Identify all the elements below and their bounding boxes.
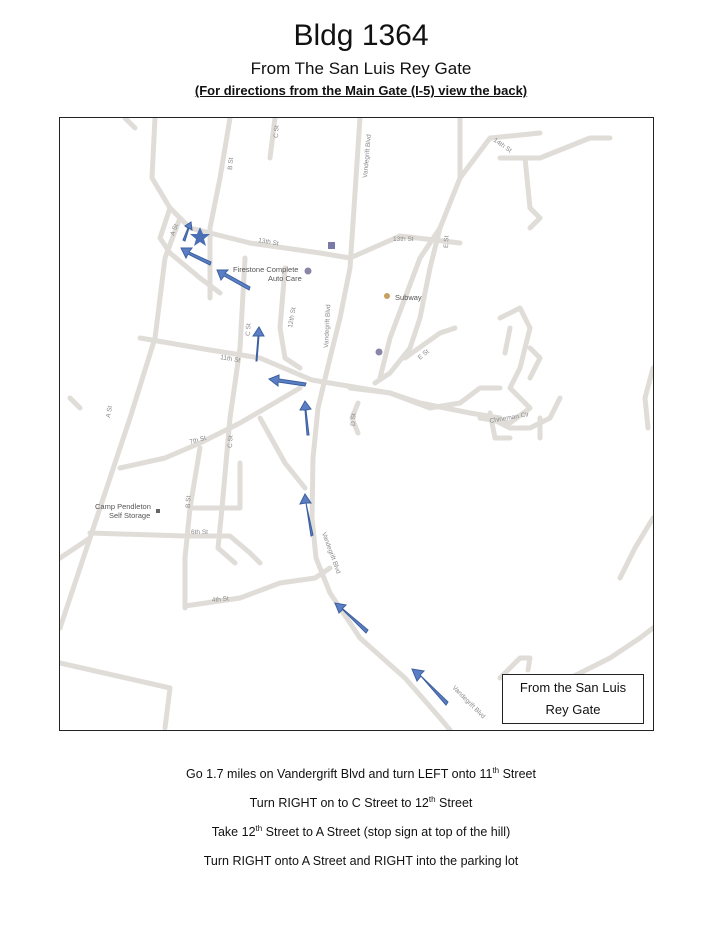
street-label: Vandegrift Blvd (320, 531, 342, 575)
poi-label: Auto Care (268, 274, 302, 283)
street-label: 11th St (219, 354, 241, 365)
direction-step: Turn RIGHT on to C Street to 12th Street (249, 795, 473, 811)
storage-icon (156, 509, 160, 513)
direction-step: Take 12th Street to A Street (stop sign at top of the hill) (211, 824, 511, 840)
auto-care-icon (305, 268, 312, 275)
building-icon (328, 242, 335, 249)
street-label: B St (185, 495, 193, 509)
direction-step: Turn RIGHT onto A Street and RIGHT into the parking lot (203, 854, 519, 869)
street-label: 13th St (393, 236, 414, 243)
street-label: Chineman Cir (489, 411, 530, 425)
street-label: C St (273, 125, 281, 139)
page-title: Bldg 1364 (293, 19, 429, 52)
street-label: E St (443, 235, 451, 249)
poi-label: Self Storage (109, 511, 151, 520)
street-label: E St (416, 348, 431, 362)
page-subtitle: From The San Luis Rey Gate (250, 59, 472, 78)
route-map[interactable] (59, 117, 654, 731)
poi-label: Camp Pendleton (95, 502, 151, 511)
street-label: B St (227, 157, 236, 171)
restaurant-icon (384, 293, 390, 299)
street-label: A St (169, 223, 180, 237)
building-icon (376, 349, 383, 356)
street-label: 7th St (188, 434, 207, 446)
street-label: C St (227, 435, 235, 449)
map-canvas (60, 118, 653, 730)
street-label: A St (105, 405, 115, 419)
street-label: 6th St (191, 529, 208, 536)
street-label: Vandegrift Blvd (362, 134, 373, 179)
directions-list (0, 762, 722, 878)
back-page-note: (For directions from the Main Gate (I-5) view the back) (194, 83, 528, 98)
poi-label: Subway (395, 293, 422, 302)
gate-label-line-1: From the San Luis (519, 680, 627, 695)
gate-label-line-2: Rey Gate (545, 702, 601, 717)
street-label: 4th St (211, 595, 230, 604)
street-label: Vandegrift Blvd (450, 684, 487, 721)
street-label: Vandegrift Blvd (323, 304, 333, 349)
street-label: 14th St (491, 136, 513, 155)
street-label: 13th St (257, 237, 280, 248)
gate-label-box (502, 674, 644, 724)
street-label: 12th St (287, 306, 298, 329)
street-label: C St (245, 323, 253, 337)
poi-label: Firestone Complete (233, 265, 299, 274)
direction-step: Go 1.7 miles on Vandergrift Blvd and turn LEFT onto 11th Street (186, 766, 536, 782)
street-label: D St (350, 413, 358, 427)
